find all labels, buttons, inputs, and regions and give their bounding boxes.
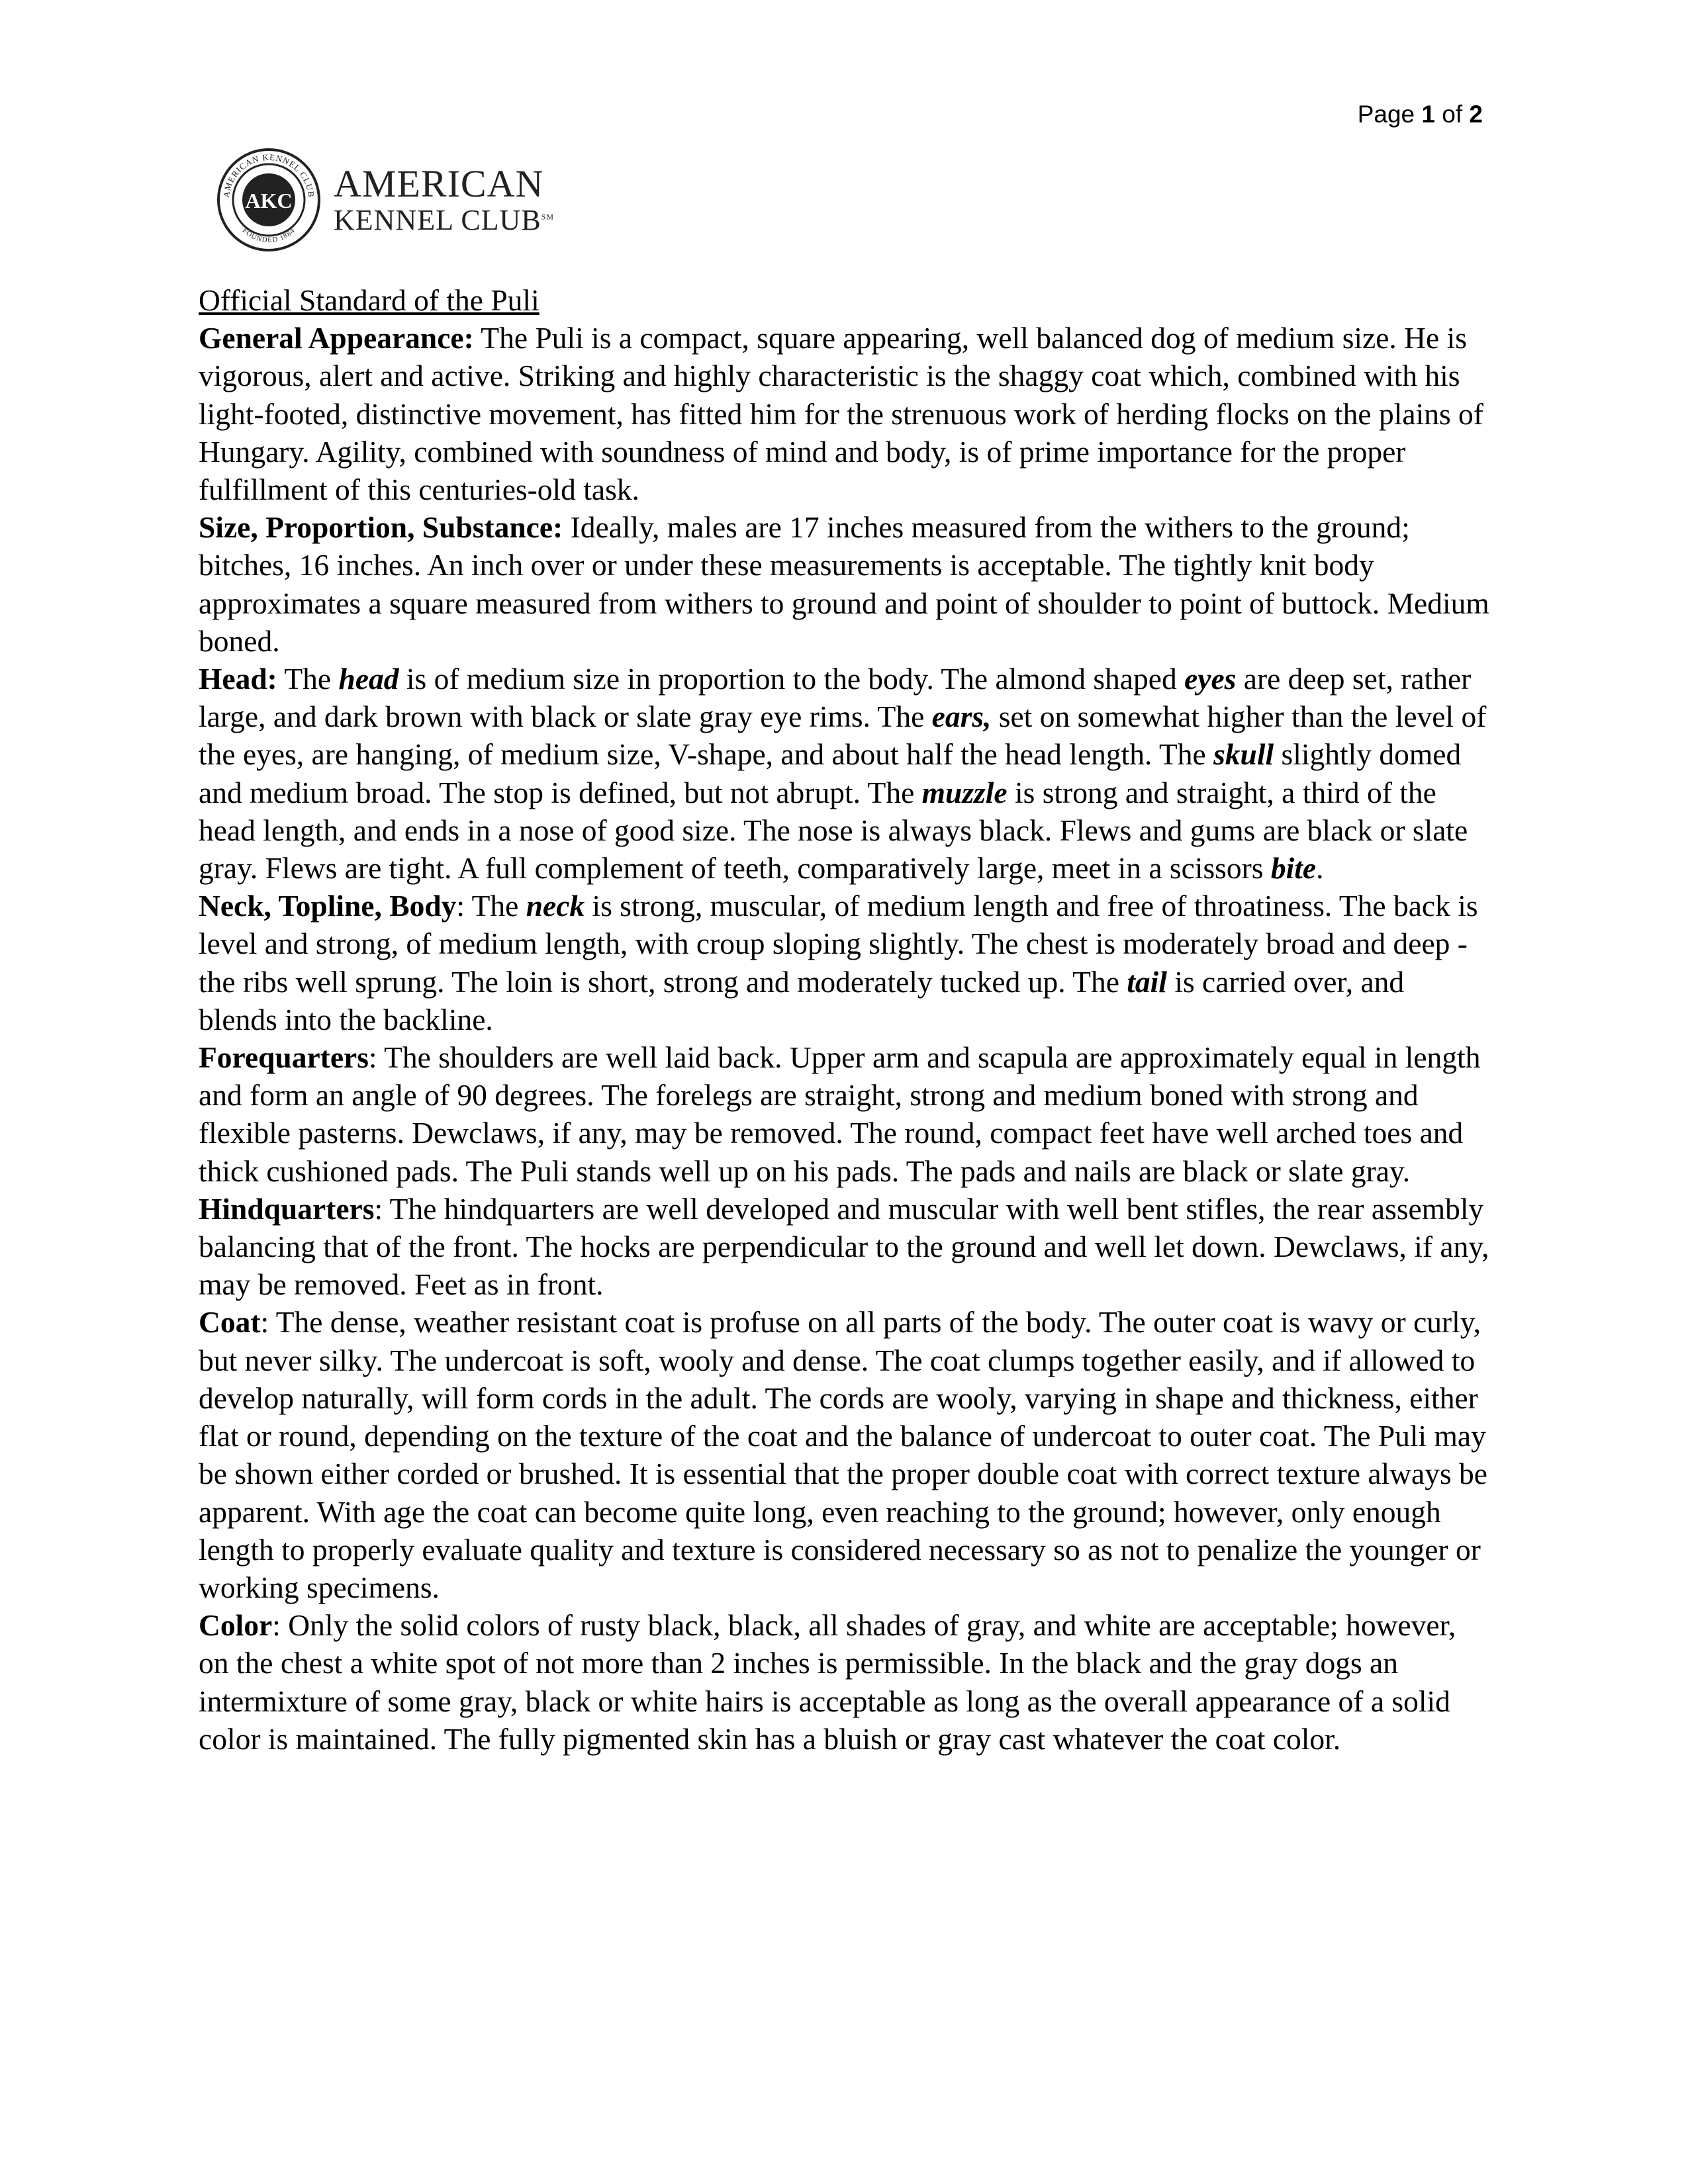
- section-text: are deep set, rather large, and dark brown with black or slate gray eye rims. The: [199, 662, 1472, 734]
- document-title: Official Standard of the Puli: [199, 283, 539, 317]
- section-text: Ideally, males are 17 inches measured from the withers to the ground; bitches, 16 inches. An inch over or under these measurements is acceptable. The tightly knit body approximates a square measured from withers to ground and point of shoulder to point of buttock. Medium boned.: [199, 510, 1489, 658]
- section-heading: Color: [199, 1608, 273, 1643]
- section-general-appearance: [199, 319, 1489, 508]
- section-heading: General Appearance:: [199, 321, 474, 355]
- section-color: [199, 1606, 1489, 1758]
- term-head: head: [338, 662, 399, 696]
- term-neck: neck: [526, 889, 585, 923]
- term-skull: skull: [1213, 737, 1274, 772]
- section-text: : The: [456, 889, 526, 923]
- section-text: The: [277, 662, 339, 696]
- page-number: [1358, 101, 1483, 128]
- section-neck-topline-body: [199, 887, 1489, 1038]
- akc-seal-icon: [216, 147, 322, 253]
- term-bite: bite: [1270, 851, 1317, 886]
- page-total: 2: [1469, 101, 1483, 128]
- section-text: .: [1316, 851, 1324, 886]
- logo-line-2-text: KENNEL CLUB: [334, 204, 541, 236]
- section-text: : Only the solid colors of rusty black, black, all shades of gray, and white are acceptable; however, on the chest a white spot of not more than 2 inches is permissible. In the black and the gray dogs an intermixture of some gray, black or white hairs is acceptable as long as the overall appearance of a solid color is maintained. The fully pigmented skin has a bluish or gray cast whatever the coat color.: [199, 1608, 1456, 1756]
- section-heading: Neck, Topline, Body: [199, 889, 457, 923]
- section-text: is strong, muscular, of medium length and free of throatiness. The back is level and strong, of medium length, with croup sloping slightly. The chest is moderately broad and deep - the ribs well sprung. The loin is short, strong and moderately tucked up. The: [199, 889, 1478, 999]
- svg-text:AKC: AKC: [245, 189, 293, 212]
- service-mark: SM: [541, 212, 555, 222]
- section-heading: Hindquarters: [199, 1191, 375, 1226]
- akc-logo: [216, 147, 554, 253]
- section-text: slightly domed and medium broad. The stop is defined, but not abrupt. The: [199, 737, 1462, 809]
- term-muzzle: muzzle: [921, 775, 1008, 809]
- section-text: : The shoulders are well laid back. Upper arm and scapula are approximately equal in length and form an angle of 90 degrees. The forelegs are straight, strong and medium boned with strong and flexible pasterns. Dewclaws, if any, may be removed. The round, compact feet have well arched toes and thick cushioned pads. The Puli stands well up on his pads. The pads and nails are black or slate gray.: [199, 1040, 1481, 1188]
- term-tail: tail: [1127, 964, 1167, 999]
- page-current: 1: [1421, 101, 1435, 128]
- section-hindquarters: [199, 1190, 1489, 1304]
- section-head: [199, 660, 1489, 887]
- section-size-proportion-substance: [199, 508, 1489, 660]
- section-text: The Puli is a compact, square appearing, well balanced dog of medium size. He is vigorous, alert and active. Striking and highly characteristic is the shaggy coat which, combined with his light-footed, distinctive movement, has fitted him for the strenuous work of herding flocks on the plains of Hungary. Agility, combined with soundness of mind and body, is of prime importance for the proper fulfillment of this centuries-old task.: [199, 321, 1483, 507]
- term-ears: ears,: [931, 700, 992, 734]
- document-body: [199, 281, 1489, 1758]
- section-text: is of medium size in proportion to the body. The almond shaped: [399, 662, 1185, 696]
- section-text: set on somewhat higher than the level of the eyes, are hanging, of medium size, V-shape, and about half the head length. The: [199, 700, 1487, 772]
- section-text: is carried over, and blends into the backline.: [199, 964, 1405, 1036]
- section-heading: Head:: [199, 662, 277, 696]
- section-heading: Size, Proportion, Substance:: [199, 510, 563, 545]
- page-of: of: [1435, 101, 1470, 128]
- logo-line-2: [334, 206, 554, 235]
- page-prefix: Page: [1357, 101, 1422, 128]
- section-heading: Coat: [199, 1305, 261, 1340]
- section-text: is strong and straight, a third of the head length, and ends in a nose of good size. The nose is always black. Flews and gums are black or slate gray. Flews are tight. A full complement of teeth, comparatively large, meet in a scissors: [199, 775, 1468, 886]
- section-text: : The dense, weather resistant coat is profuse on all parts of the body. The outer coat is wavy or curly, but never silky. The undercoat is soft, wooly and dense. The coat clumps together easily, and if allowed to develop naturally, will form cords in the adult. The cords are wooly, varying in shape and thickness, either flat or round, depending on the texture of the coat and the balance of undercoat to outer coat. The Puli may be shown either corded or brushed. It is essential that the proper double coat with correct texture always be apparent. With age the coat can become quite long, even reaching to the ground; however, only enough length to properly evaluate quality and texture is considered necessary so as not to penalize the younger or working specimens.: [199, 1305, 1487, 1604]
- term-eyes: eyes: [1184, 662, 1237, 696]
- svg-text:AMERICAN KENNEL CLUB: AMERICAN KENNEL CLUB: [220, 152, 317, 199]
- section-forequarters: [199, 1038, 1489, 1190]
- logo-wordmark: [334, 162, 555, 236]
- section-text: : The hindquarters are well developed and muscular with well bent stifles, the rear assembly balancing that of the front. The hocks are perpendicular to the ground and well let down. Dewclaws, if any, may be removed. Feet as in front.: [199, 1191, 1489, 1302]
- svg-text:FOUNDED 1884: FOUNDED 1884: [240, 226, 297, 245]
- logo-line-1: AMERICAN: [334, 162, 544, 205]
- section-heading: Forequarters: [199, 1040, 369, 1075]
- section-coat: [199, 1303, 1489, 1606]
